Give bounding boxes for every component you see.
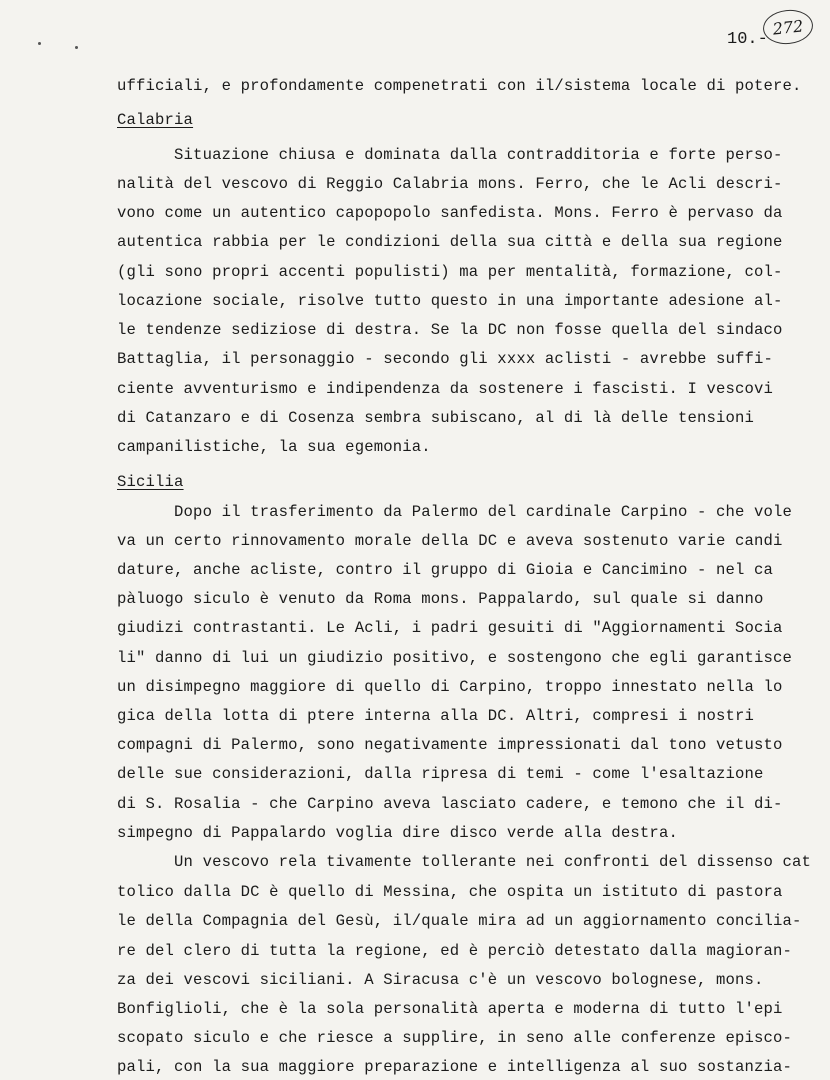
- text-line: un disimpegno maggiore di quello di Carpino, troppo innestato nella lo: [117, 678, 783, 696]
- text-line: di S. Rosalia - che Carpino aveva lasciato cadere, e temono che il di-: [117, 795, 783, 813]
- text-line: simpegno di Pappalardo voglia dire disco verde alla destra.: [117, 824, 678, 842]
- text-line: li" danno di lui un giudizio positivo, e sostengono che egli garantisce: [117, 649, 793, 667]
- text-line: Un vescovo rela tivamente tollerante nei confronti del dissenso cat: [117, 853, 812, 871]
- text-line: nalità del vescovo di Reggio Calabria mons. Ferro, che le Acli descri-: [117, 175, 783, 193]
- section-heading: Sicilia: [117, 473, 184, 491]
- text-line: compagni di Palermo, sono negativamente impressionati dal tono vetusto: [117, 736, 783, 754]
- text-line: ufficiali, e profondamente compenetrati con il/sistema locale di potere.: [117, 77, 802, 95]
- scan-speck: [38, 42, 41, 45]
- page-number: 10.-: [727, 30, 768, 49]
- text-line: locazione sociale, risolve tutto questo in una importante adesione al-: [117, 292, 783, 310]
- text-line: di Catanzaro e di Cosenza sembra subiscano, al di là delle tensioni: [117, 409, 755, 427]
- text-line: re del clero di tutta la regione, ed è perciò detestato dalla magioran-: [117, 942, 793, 960]
- text-line: Battaglia, il personaggio - secondo gli xxxx aclisti - avrebbe suffi-: [117, 350, 774, 368]
- text-line: vono come un autentico capopopolo sanfedista. Mons. Ferro è pervaso da: [117, 204, 783, 222]
- text-line: autentica rabbia per le condizioni della sua città e della sua regione: [117, 233, 783, 251]
- text-line: le della Compagnia del Gesù, il/quale mira ad un aggiornamento concilia-: [117, 912, 802, 930]
- text-line: delle sue considerazioni, dalla ripresa di temi - come l'esaltazione: [117, 765, 764, 783]
- text-line: Situazione chiusa e dominata dalla contradditoria e forte perso-: [117, 146, 783, 164]
- text-line: dature, anche acliste, contro il gruppo di Gioia e Cancimino - nel ca: [117, 561, 774, 579]
- text-line: gica della lotta di ptere interna alla DC. Altri, compresi i nostri: [117, 707, 755, 725]
- text-line: tolico dalla DC è quello di Messina, che ospita un istituto di pastora: [117, 883, 783, 901]
- text-line: Dopo il trasferimento da Palermo del cardinale Carpino - che vole: [117, 503, 793, 521]
- scan-speck: [75, 46, 78, 49]
- text-line: ciente avventurismo e indipendenza da sostenere i fascisti. I vescovi: [117, 380, 774, 398]
- text-line: za dei vescovi siciliani. A Siracusa c'è un vescovo bolognese, mons.: [117, 971, 764, 989]
- text-line: (gli sono propri accenti populisti) ma per mentalità, formazione, col-: [117, 263, 783, 281]
- text-line: pàluogo siculo è venuto da Roma mons. Pappalardo, sul quale si danno: [117, 590, 764, 608]
- text-line: campanilistiche, la sua egemonia.: [117, 438, 431, 456]
- section-heading: Calabria: [117, 111, 194, 129]
- text-line: giudizi contrastanti. Le Acli, i padri gesuiti di "Aggiornamenti Socia: [117, 619, 783, 637]
- text-line: le tendenze sediziose di destra. Se la DC non fosse quella del sindaco: [117, 321, 783, 339]
- text-line: va un certo rinnovamento morale della DC e aveva sostenuto varie candi: [117, 532, 783, 550]
- archive-number-stamp: 272: [761, 7, 814, 46]
- text-line: pali, con la sua maggiore preparazione e intelligenza al suo sostanzia-: [117, 1058, 793, 1076]
- text-line: scopato siculo e che riesce a supplire, in seno alle conferenze episco-: [117, 1029, 793, 1047]
- text-line: Bonfiglioli, che è la sola personalità aperta e moderna di tutto l'epi: [117, 1000, 783, 1018]
